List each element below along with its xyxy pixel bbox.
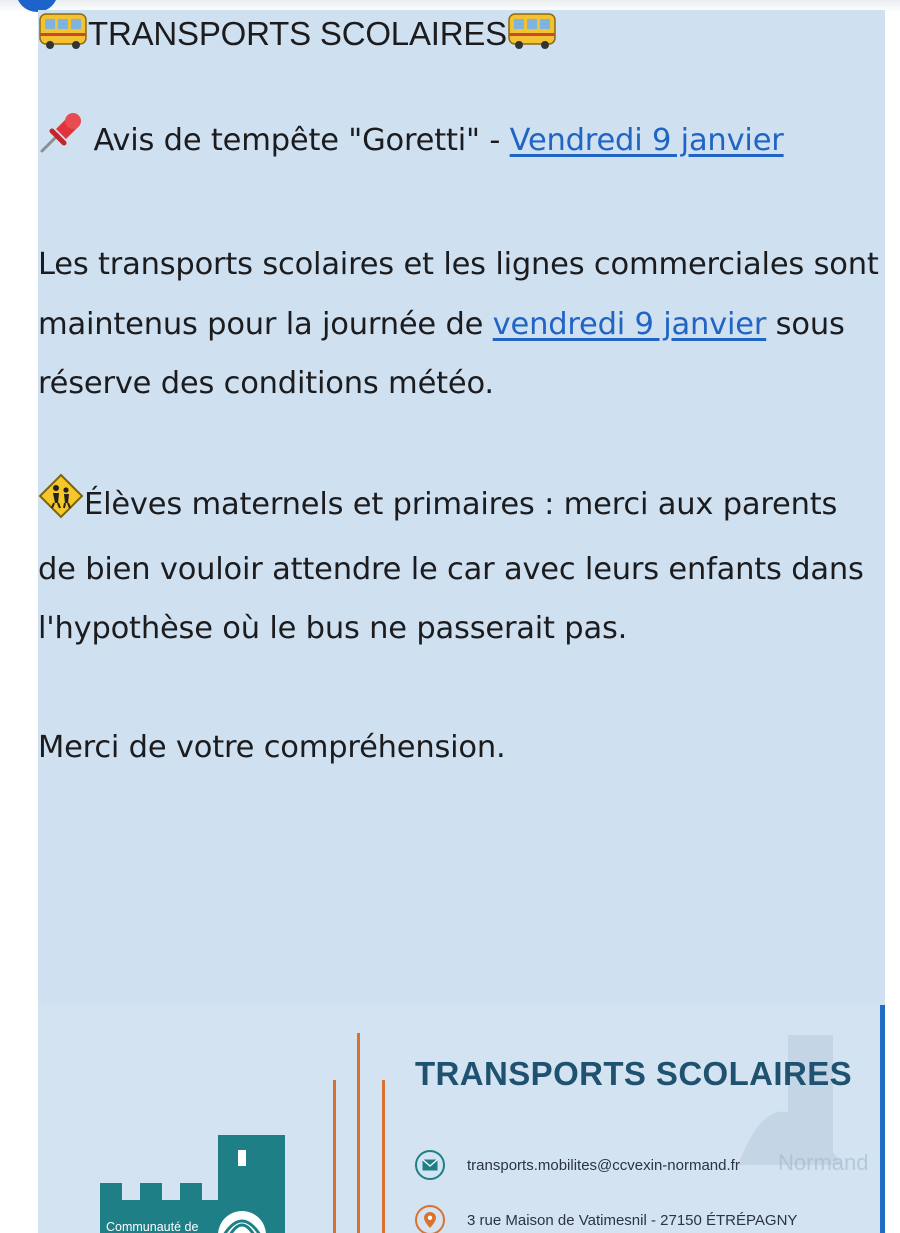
community-logo-text: Communauté de [106,1220,199,1233]
address-text: 3 rue Maison de Vatimesnil - 27150 ÉTRÉPAGNY [467,1211,798,1229]
paragraph-maintained-end: sous réserve des conditions météo. [38,306,845,401]
post-card [38,10,885,1233]
banner-title: TRANSPORTS SCOLAIRES [415,1055,853,1092]
bus-icon [507,10,557,63]
orange-line [382,1080,385,1233]
paragraph-thanks: Merci de votre compréhension. [38,730,506,765]
pushpin-icon [38,109,84,176]
paragraph-pupils [38,473,883,659]
post-body [38,10,883,778]
watermark-text: Normand [778,1150,869,1175]
children-crossing-icon [38,473,84,540]
post-title-text: TRANSPORTS SCOLAIRES [88,15,507,52]
location-pin-icon [415,1205,445,1233]
contact-email[interactable] [415,1150,740,1180]
email-text: transports.mobilites@ccvexin-normand.fr [467,1156,740,1174]
date-link[interactable]: vendredi 9 janvier [492,306,767,342]
storm-notice-text: Avis de tempête "Goretti" - [84,123,510,158]
storm-notice [38,109,883,176]
community-logo-icon [100,1135,290,1233]
orange-line [333,1080,336,1233]
post-title [38,10,883,63]
bus-icon [38,10,88,63]
transport-banner [38,1005,885,1233]
paragraph-maintained-start: Les transports scolaires et les lignes commerciales sont maintenus pour la journée de [38,247,879,342]
paragraph-maintained [38,235,883,414]
paragraph-pupils-text: Élèves maternels et primaires : merci aux parents de bien vouloir attendre le car avec leurs enfants dans l'hypothèse où le bus ne passerait pas. [38,487,864,646]
orange-line [357,1033,360,1233]
banner-edge [880,1005,885,1233]
mail-icon [415,1150,445,1180]
contact-address [415,1205,797,1233]
date-link[interactable]: Vendredi 9 janvier [509,123,784,158]
